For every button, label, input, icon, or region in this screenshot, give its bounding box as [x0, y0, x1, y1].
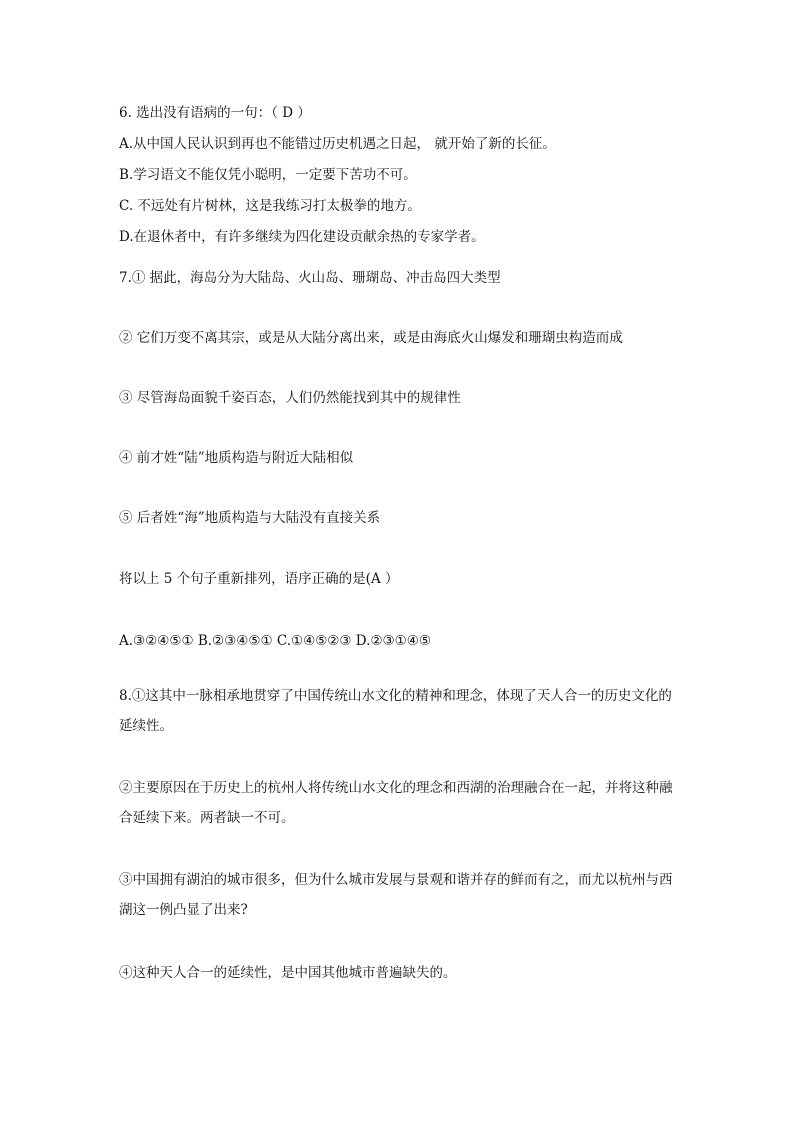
question-8-paragraph-1: 8.①这其中一脉相承地贯穿了中国传统山水文化的精神和理念，体现了天人合一的历史文化的延续性。 [119, 688, 672, 734]
question-7-sentence-2: ② 它们万变不离其宗，或是从大陆分离出来，或是由海底火山爆发和珊瑚虫构造而成 [119, 330, 623, 346]
question-7-choices: A.③②④⑤① B.②③④⑤① C.①④⑤②③ D.②③①④⑤ [119, 633, 431, 649]
question-6-option-b: B.学习语文不能仅凭小聪明，一定要下苦功不可。 [119, 167, 417, 183]
question-7-sentence-4: ④ 前才姓“陆”地质构造与附近大陆相似 [119, 450, 354, 466]
question-7-sentence-3: ③ 尽管海岛面貌千姿百态，人们仍然能找到其中的规律性 [119, 390, 461, 406]
question-8-paragraph-4: ④这种天人合一的延续性，是中国其他城市普遍缺失的。 [119, 965, 457, 981]
question-7-instruction: 将以上 5 个句子重新排列，语序正确的是(A ） [119, 571, 399, 587]
question-6-option-a: A.从中国人民认识到再也不能错过历史机遇之日起， 就开始了新的长征。 [119, 136, 556, 152]
question-7-sentence-1: 7.① 据此，海岛分为大陆岛、火山岛、珊瑚岛、冲击岛四大类型 [119, 270, 501, 286]
question-6-stem: 6. 选出没有语病的一句：（ D ） [119, 105, 311, 121]
question-6-option-d: D.在退休者中，有许多继续为四化建设贡献余热的专家学者。 [119, 229, 485, 245]
question-6-option-c: C. 不远处有片树林，这是我练习打太极拳的地方。 [119, 198, 421, 214]
question-7-sentence-5: ⑤ 后者姓“海”地质构造与大陆没有直接关系 [119, 510, 381, 526]
question-8-paragraph-3: ③中国拥有湖泊的城市很多，但为什么城市发展与景观和谐并存的鲜而有之，而尤以杭州与西湖这一例凸显了出来? [119, 872, 673, 918]
question-8-paragraph-2: ②主要原因在于历史上的杭州人将传统山水文化的理念和西湖的治理融合在一起，并将这种融合延续下来。两者缺一不可。 [119, 780, 673, 826]
